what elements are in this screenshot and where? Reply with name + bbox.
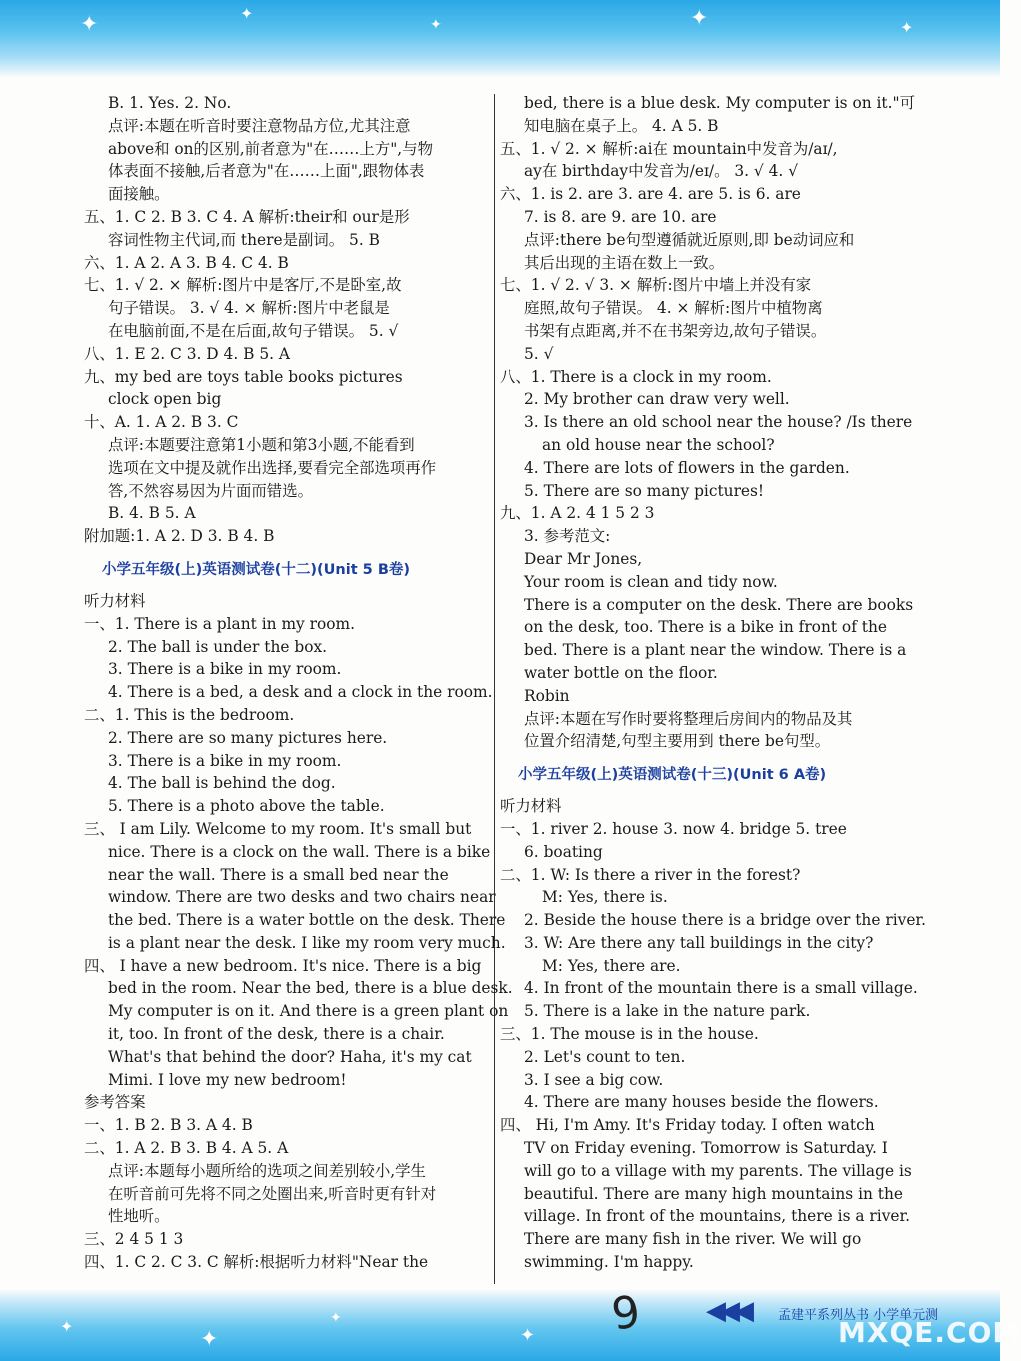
- text-line: M: Yes, there is.: [542, 888, 668, 907]
- text-line: 4. There are many houses beside the flowers.: [524, 1093, 879, 1112]
- section-title: 小学五年级(上)英语测试卷(十三)(Unit 6 A卷): [518, 767, 827, 784]
- watermark: MXQE.COM: [838, 1316, 1021, 1349]
- text-line: B. 4. B 5. A: [108, 504, 196, 523]
- text-line: 2. My brother can draw very well.: [524, 390, 790, 409]
- text-line: 二、1. A 2. B 3. B 4. A 5. A: [84, 1139, 289, 1158]
- sparkle-icon: ✦: [430, 17, 442, 33]
- text-line: 点评:there be句型遵循就近原则,即 be动词应和: [524, 230, 855, 249]
- text-line: 九、1. A 2. 4 1 5 2 3: [500, 504, 655, 523]
- text-line: 八、1. E 2. C 3. D 4. B 5. A: [84, 344, 291, 363]
- text-line: 附加题:1. A 2. D 3. B 4. B: [84, 527, 275, 546]
- top-banner: [0, 0, 1000, 78]
- text-line: 2. The ball is under the box.: [108, 637, 328, 656]
- text-line: bed. There is a plant near the window. There is a: [524, 641, 907, 660]
- text-line: 在听音前可先将不同之处圈出来,听音时更有针对: [108, 1184, 437, 1203]
- sparkle-icon: ✦: [330, 1310, 342, 1326]
- text-line: 3. W: Are there any tall buildings in the city?: [524, 933, 874, 952]
- text-line: There is a computer on the desk. There are books: [524, 595, 914, 614]
- text-line: it, too. In front of the desk, there is a chair.: [108, 1025, 445, 1044]
- arrow-icon: ◀◀◀: [706, 1296, 748, 1326]
- text-line: 3. I see a big cow.: [524, 1070, 664, 1089]
- text-line: above和 on的区别,前者意为"在……上方",与物: [108, 139, 433, 158]
- text-line: 二、1. This is the bedroom.: [84, 705, 295, 724]
- text-line: nice. There is a clock on the wall. There is a bike: [108, 842, 491, 861]
- text-line: 听力材料: [84, 591, 146, 610]
- right-column: [500, 92, 926, 1274]
- text-line: water bottle on the floor.: [524, 663, 718, 682]
- sparkle-icon: ✦: [520, 1325, 536, 1346]
- text-line: TV on Friday evening. Tomorrow is Saturday. I: [524, 1139, 888, 1158]
- text-line: 点评:本题每小题所给的选项之间差别较小,学生: [108, 1161, 426, 1180]
- text-line: 3. There is a bike in my room.: [108, 660, 342, 679]
- text-line: Dear Mr Jones,: [524, 549, 643, 568]
- text-line: 3. 参考范文:: [524, 527, 611, 546]
- text-line: There are many fish in the river. We will go: [524, 1230, 862, 1249]
- text-line: 点评:本题要注意第1小题和第3小题,不能看到: [108, 435, 415, 454]
- text-line: 4. There are lots of flowers in the garden.: [524, 458, 850, 477]
- text-line: 一、1. There is a plant in my room.: [84, 614, 356, 633]
- text-line: 六、1. A 2. A 3. B 4. C 4. B: [84, 253, 289, 272]
- text-line: clock open big: [108, 390, 222, 409]
- text-line: 3. Is there an old school near the house? /Is there: [524, 413, 913, 432]
- text-line: Mimi. I love my new bedroom!: [108, 1070, 347, 1089]
- text-line: is a plant near the desk. I like my room very much.: [108, 933, 506, 952]
- text-line: 知电脑在桌子上。 4. A 5. B: [524, 116, 719, 135]
- text-line: 六、1. is 2. are 3. are 4. are 5. is 6. are: [500, 185, 801, 204]
- page-number: 9: [608, 1286, 644, 1341]
- text-line: 5. There are so many pictures!: [524, 481, 765, 500]
- text-line: 二、1. W: Is there a river in the forest?: [500, 865, 801, 884]
- text-line: 庭照,故句子错误。 4. × 解析:图片中植物离: [524, 299, 823, 318]
- text-line: 四、 Hi, I'm Amy. It's Friday today. I often watch: [500, 1116, 875, 1135]
- text-line: bed, there is a blue desk. My computer is on it."可: [524, 94, 915, 112]
- text-line: 体表面不接触,后者意为"在……上面",跟物体表: [108, 162, 425, 181]
- text-line: 三、 I am Lily. Welcome to my room. It's small but: [84, 819, 472, 838]
- text-line: 三、2 4 5 1 3: [84, 1230, 184, 1249]
- text-line: 容词性物主代词,而 there是副词。 5. B: [108, 230, 380, 249]
- text-line: 一、1. river 2. house 3. now 4. bridge 5. tree: [500, 819, 847, 838]
- sparkle-icon: ✦: [60, 1317, 74, 1336]
- text-line: 3. There is a bike in my room.: [108, 751, 342, 770]
- text-line: beautiful. There are many high mountains in the: [524, 1184, 904, 1203]
- text-line: swimming. I'm happy.: [524, 1253, 694, 1272]
- text-line: 4. The ball is behind the dog.: [108, 774, 336, 793]
- text-line: an old house near the school?: [542, 435, 775, 454]
- sparkle-icon: ✦: [80, 12, 99, 37]
- text-line: 2. Beside the house there is a bridge over the river.: [524, 911, 926, 930]
- column-divider: [494, 94, 495, 1284]
- text-line: 一、1. B 2. B 3. A 4. B: [84, 1116, 253, 1135]
- text-line: the bed. There is a water bottle on the desk. There: [108, 911, 506, 930]
- sparkle-icon: ✦: [200, 1327, 219, 1352]
- text-line: bed in the room. Near the bed, there is a blue desk.: [108, 979, 513, 998]
- series-name: 孟建平系列丛书 小学单元测: [778, 1308, 939, 1323]
- text-line: 性地听。: [108, 1207, 170, 1226]
- text-line: 四、1. C 2. C 3. C 解析:根据听力材料"Near the: [84, 1253, 429, 1272]
- text-line: 七、1. √ 2. √ 3. × 解析:图片中墙上并没有家: [500, 276, 812, 295]
- text-line: 五、1. √ 2. × 解析:ai在 mountain中发音为/aɪ/,: [500, 139, 838, 158]
- text-line: near the wall. There is a small bed near the: [108, 865, 449, 884]
- text-line: 7. is 8. are 9. are 10. are: [524, 207, 717, 226]
- text-line: 点评:本题在听音时要注意物品方位,尤其注意: [108, 116, 411, 135]
- text-line: ay在 birthday中发音为/eɪ/。 3. √ 4. √: [524, 162, 799, 181]
- text-line: 答,不然容易因为片面而错选。: [108, 481, 313, 500]
- text-line: window. There are two desks and two chairs near: [108, 888, 496, 907]
- text-line: will go to a village with my parents. The village is: [524, 1161, 912, 1180]
- text-line: 2. Let's count to ten.: [524, 1047, 686, 1066]
- text-line: Robin: [524, 686, 570, 705]
- text-line: My computer is on it. And there is a green plant on: [108, 1002, 509, 1021]
- section-title: 小学五年级(上)英语测试卷(十二)(Unit 5 B卷): [102, 561, 410, 578]
- text-line: 句子错误。 3. √ 4. × 解析:图片中老鼠是: [108, 299, 390, 318]
- text-line: 点评:本题在写作时要将整理后房间内的物品及其: [524, 709, 853, 728]
- text-line: 2. There are so many pictures here.: [108, 728, 388, 747]
- text-line: 书架有点距离,并不在书架旁边,故句子错误。: [524, 321, 827, 340]
- text-line: 5. There is a lake in the nature park.: [524, 1002, 811, 1021]
- text-line: Your room is clean and tidy now.: [524, 572, 778, 591]
- sparkle-icon: ✦: [240, 4, 254, 23]
- text-line: 面接触。: [108, 185, 170, 204]
- text-line: 九、my bed are toys table books pictures: [84, 367, 403, 386]
- text-line: 三、1. The mouse is in the house.: [500, 1025, 759, 1044]
- text-line: 位置介绍清楚,句型主要用到 there be句型。: [524, 732, 831, 751]
- text-line: 其后出现的主语在数上一致。: [524, 253, 725, 272]
- text-line: 4. In front of the mountain there is a small village.: [524, 979, 918, 998]
- text-line: 在电脑前面,不是在后面,故句子错误。 5. √: [108, 321, 399, 340]
- text-line: B. 1. Yes. 2. No.: [108, 94, 232, 112]
- text-line: 十、A. 1. A 2. B 3. C: [84, 413, 239, 432]
- text-line: M: Yes, there are.: [542, 956, 681, 975]
- sparkle-icon: ✦: [900, 18, 914, 37]
- text-line: 七、1. √ 2. × 解析:图片中是客厅,不是卧室,故: [84, 276, 402, 295]
- text-line: 参考答案: [84, 1093, 146, 1112]
- text-line: 选项在文中提及就作出选择,要看完全部选项再作: [108, 458, 437, 477]
- sparkle-icon: ✦: [690, 6, 709, 31]
- text-line: 6. boating: [524, 842, 603, 861]
- text-line: 四、 I have a new bedroom. It's nice. There is a big: [84, 956, 482, 975]
- text-line: 5. There is a photo above the table.: [108, 797, 385, 816]
- text-line: 5. √: [524, 344, 554, 363]
- text-line: What's that behind the door? Haha, it's my cat: [108, 1047, 472, 1066]
- text-line: 五、1. C 2. B 3. C 4. A 解析:their和 our是形: [84, 207, 410, 226]
- left-column: [84, 92, 513, 1274]
- text-line: 4. There is a bed, a desk and a clock in the room.: [108, 683, 493, 702]
- text-line: on the desk, too. There is a bike in front of the: [524, 618, 887, 637]
- text-line: 听力材料: [500, 797, 562, 816]
- text-line: 八、1. There is a clock in my room.: [500, 367, 772, 386]
- text-line: village. In front of the mountains, there is a river.: [524, 1207, 911, 1226]
